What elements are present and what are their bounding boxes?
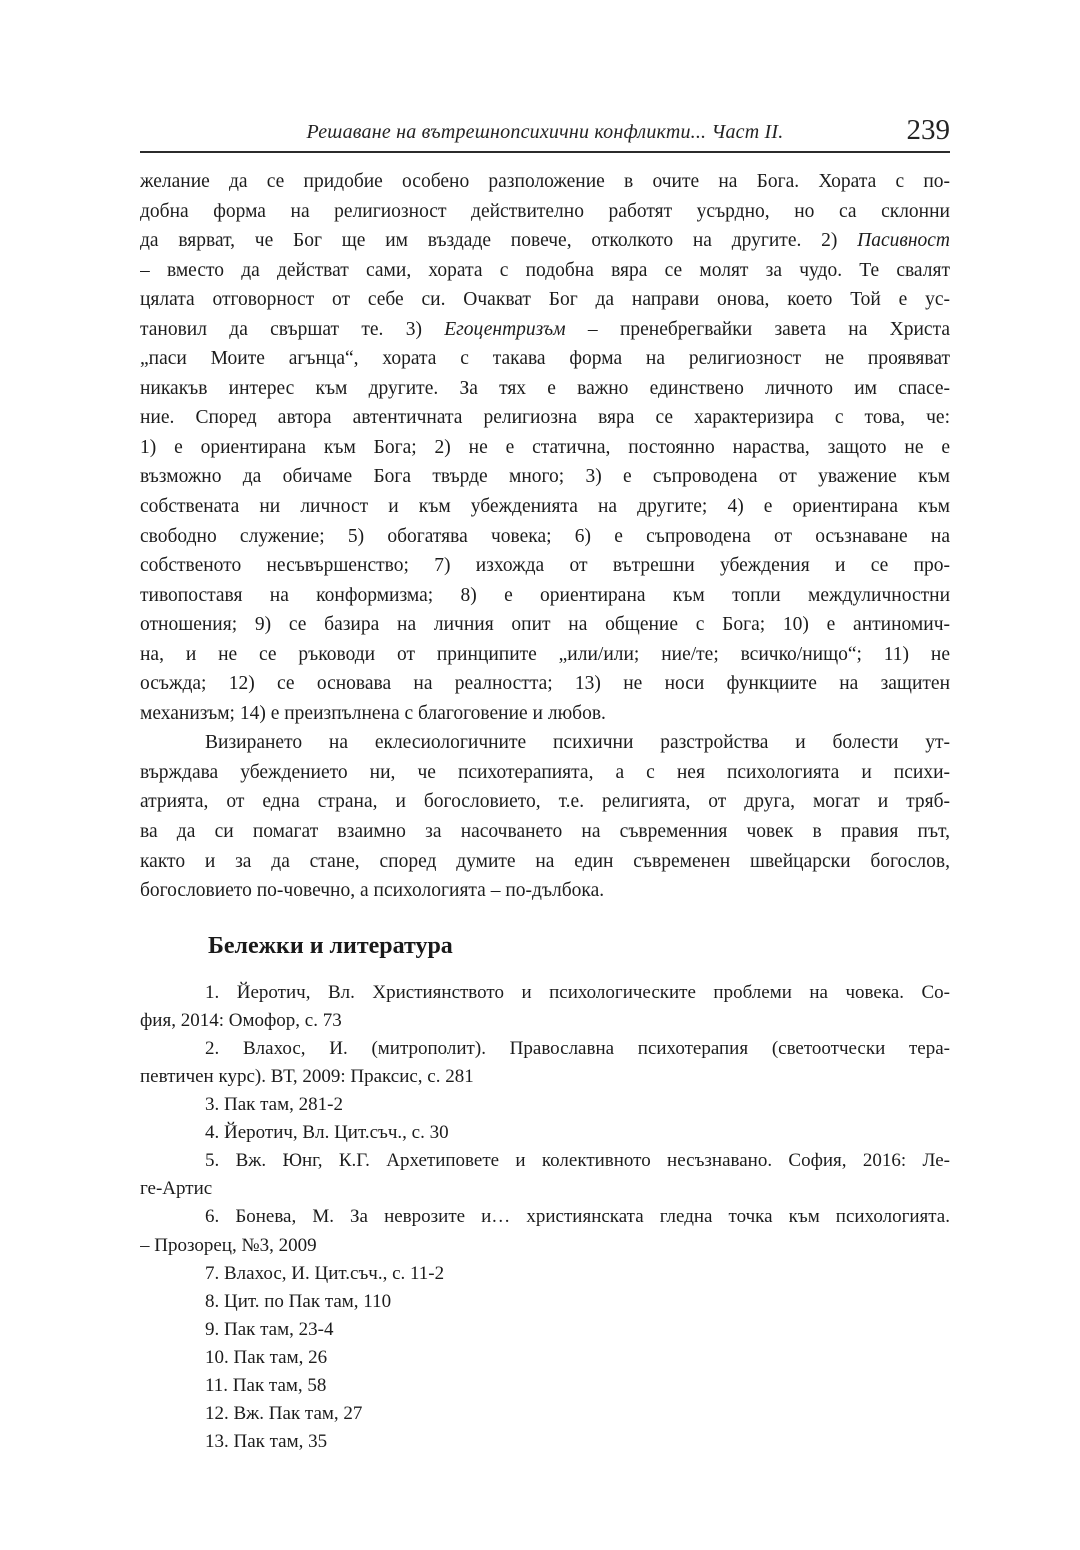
body-line: върждава убеждението ни, че психотерапията, а с нея психологията и психи-: [140, 761, 950, 783]
body-line: атрията, от една страна, и богословието, т.е. религията, от друга, могат и тряб-: [140, 791, 950, 813]
body-line: тивопоставя на конформизма; 8) е ориентирана към топли междуличностни: [140, 584, 950, 606]
reference-line: 1. Йеротич, Вл. Християнството и психологическите проблеми на човека. Со-: [205, 981, 950, 1003]
body-line: ние. Според автора автентичната религиозна вяра се характеризира с това, че:: [140, 407, 950, 429]
reference-line: 11. Пак там, 58: [205, 1374, 327, 1396]
body-line: добна форма на религиозност действително работят усърдно, но са склонни: [140, 200, 950, 222]
body-line: свободно служение; 5) обогатява човека; 6) е съпроводена от осъзнаване на: [140, 525, 950, 547]
body-line: 1) е ориентирана към Бога; 2) не е статична, постоянно нараства, защото не е: [140, 436, 950, 458]
body-line: Визирането на еклесиологичните психични разстройства и болести ут-: [205, 732, 950, 754]
body-line: „паси Моите агънца“, хората с такава форма на религиозност не проявяват: [140, 348, 950, 370]
page-number: 239: [906, 114, 950, 146]
body-text: [140, 167, 950, 906]
reference-line: 7. Влахос, И. Цит.съч., с. 11-2: [205, 1262, 445, 1284]
text-block: [140, 0, 950, 1456]
reference-line: фия, 2014: Омофор, с. 73: [140, 1009, 342, 1031]
body-line: желание да се придобие особено разположение в очите на Бога. Хората с по-: [140, 171, 950, 192]
body-line: цялата отговорност от себе си. Очакват Бог да направи онова, което Той е ус-: [140, 289, 950, 311]
reference-line: 6. Бонева, М. За неврозите и… християнската гледна точка към психологията.: [205, 1206, 950, 1228]
body-line: осъжда; 12) се основава на реалността; 13) не носи функциите на защитен: [140, 673, 950, 695]
references-list: [140, 979, 950, 1457]
body-line: механизъм; 14) е преизпълнена с благоговение и любов.: [140, 702, 606, 724]
reference-line: 5. Вж. Юнг, К.Г. Архетиповете и колективното несъзнавано. София, 2016: Ле-: [205, 1150, 950, 1172]
body-line: – вместо да действат сами, хората с подобна вяра се молят за чудо. Те свалят: [140, 259, 950, 281]
reference-line: 10. Пак там, 26: [205, 1346, 328, 1368]
reference-line: 8. Цит. по Пак там, 110: [205, 1290, 392, 1312]
body-line: богословието по-човечно, а психологията – по-дълбока.: [140, 880, 605, 902]
reference-line: 9. Пак там, 23-4: [205, 1318, 334, 1340]
body-line: както и за да стане, според думите на един съвременен швейцарски богослов,: [140, 850, 950, 872]
body-line: възможно да обичаме Бога твърде много; 3) е съпроводена от уважение към: [140, 466, 950, 488]
body-line: отношения; 9) се базира на личния опит на общение с Бога; 10) е антиномич-: [140, 614, 950, 636]
running-title: Решаване на вътрешнопсихични конфликти... Част II.: [306, 121, 784, 143]
reference-line: 12. Вж. Пак там, 27: [205, 1403, 363, 1425]
reference-line: 4. Йеротич, Вл. Цит.съч., с. 30: [205, 1122, 449, 1144]
reference-line: 3. Пак там, 281-2: [205, 1094, 343, 1116]
body-line: да вярват, че Бог ще им въздаде повече, отколкото на другите. 2) Пасивност: [140, 230, 950, 252]
body-line: собствената ни личност и към убежденията на другите; 4) е ориентирана към: [140, 496, 950, 518]
reference-line: 2. Влахос, И. (митрополит). Православна психотерапия (светоотчески тера-: [205, 1037, 950, 1059]
body-line: тановил да свършат те. 3) Егоцентризъм – пренебрегвайки завета на Христа: [140, 318, 950, 340]
header-rule: [140, 151, 950, 153]
body-line: собственото несъвършенство; 7) изхожда от вътрешни убеждения и се про-: [140, 555, 950, 577]
body-line: никакъв интерес към другите. За тях е важно единствено личното им спасе-: [140, 377, 950, 399]
reference-line: – Прозорец, №3, 2009: [140, 1234, 317, 1256]
notes-heading: Бележки и литература: [208, 932, 453, 959]
reference-line: певтичен курс). ВТ, 2009: Праксис, с. 281: [140, 1065, 474, 1087]
body-line: на, и не се ръководи от принципите „или/или; ние/те; всичко/нищо“; 11) не: [140, 643, 950, 665]
reference-line: ге-Артис: [140, 1178, 213, 1200]
body-line: ва да си помагат взаимно за насочването на съвременния човек в правия път,: [140, 821, 950, 843]
page-header: [140, 111, 950, 147]
reference-line: 13. Пак там, 35: [205, 1431, 328, 1453]
